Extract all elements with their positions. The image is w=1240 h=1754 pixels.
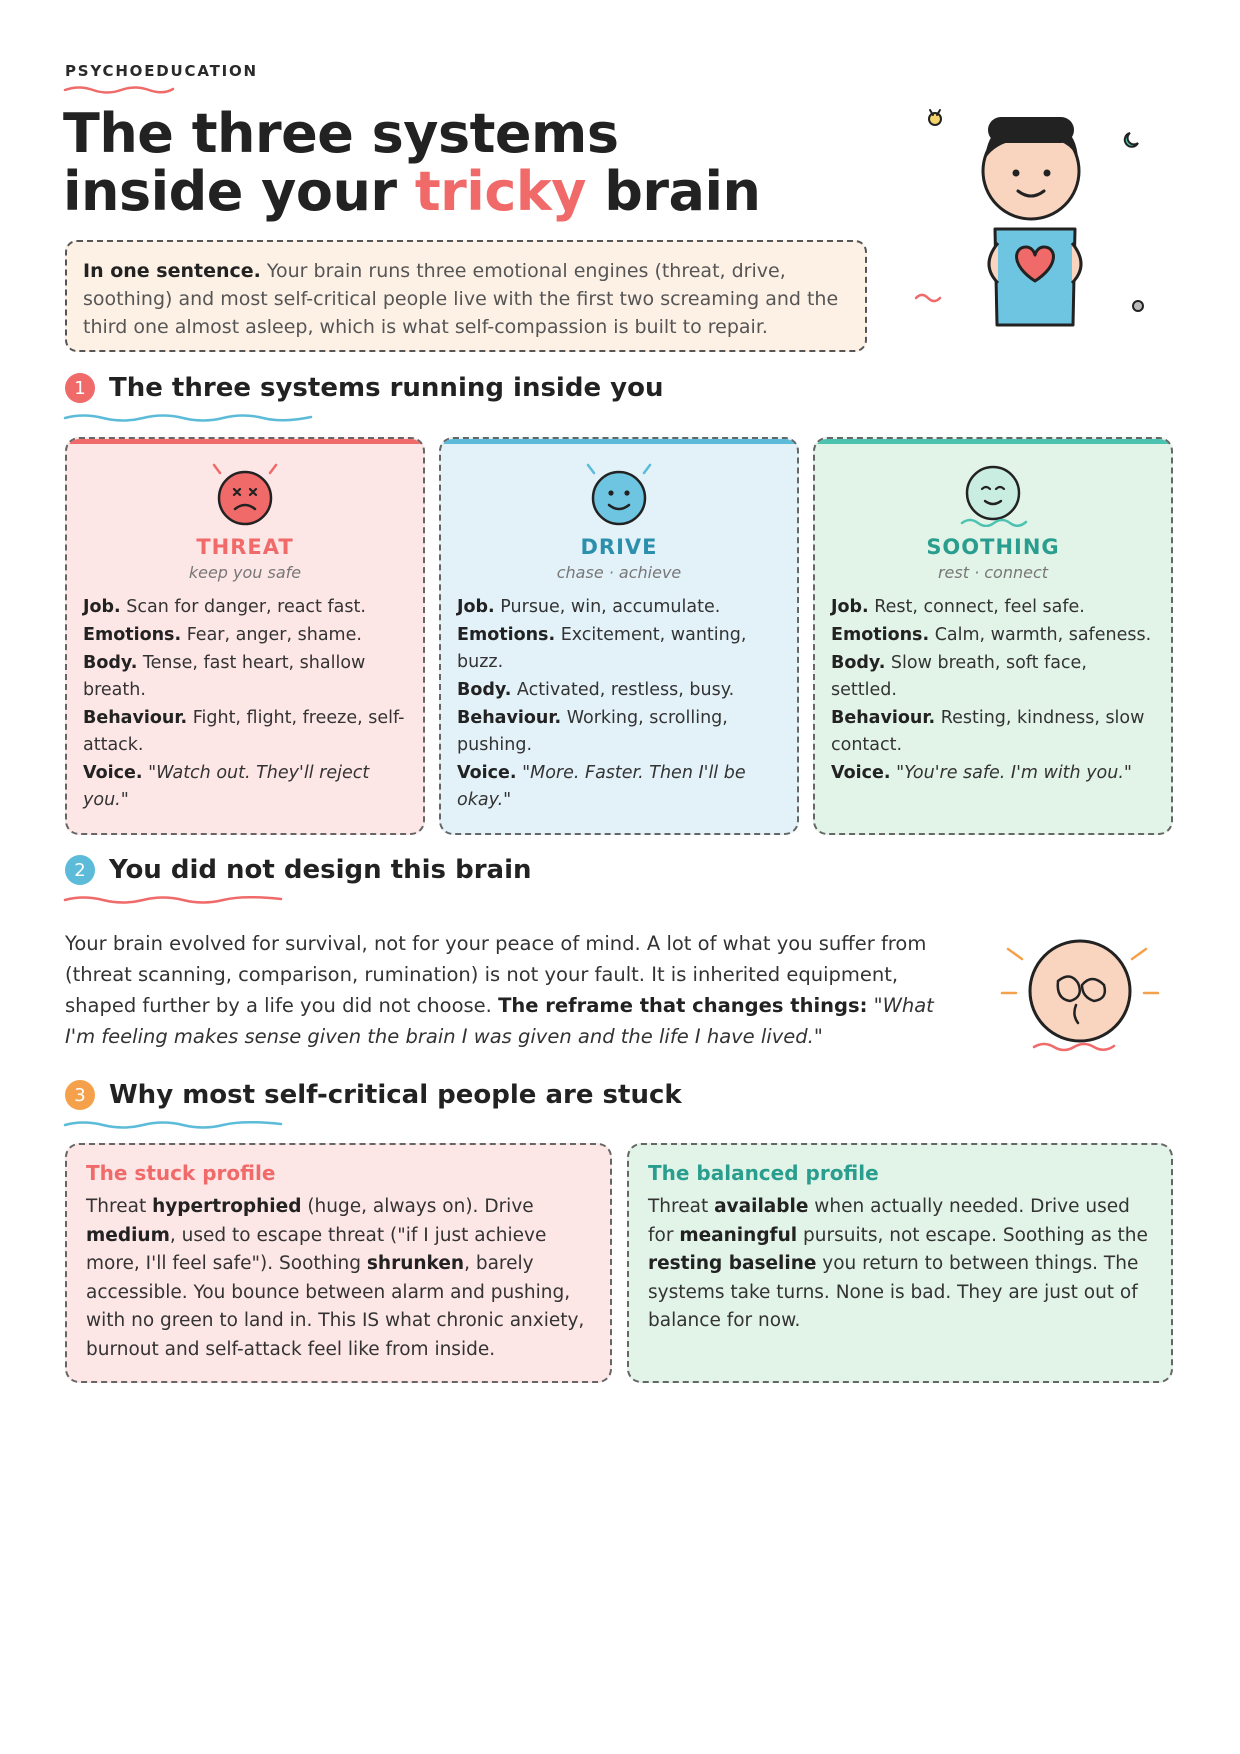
soothing-card-name: SOOTHING <box>926 535 1060 559</box>
drive-emotions <box>457 622 781 676</box>
drive-card-name: DRIVE <box>580 535 658 559</box>
voice-text: "Watch out. They'll reject you." <box>83 763 370 810</box>
job-label: Job. <box>457 597 495 617</box>
balanced-b3: resting baseline <box>648 1253 817 1274</box>
threat-voice <box>83 760 407 814</box>
drive-voice <box>457 760 781 814</box>
behaviour-label: Behaviour. <box>83 708 188 728</box>
body-label: Body. <box>83 653 138 673</box>
section-2-quote: "What I'm feeling makes sense given the brain I was given and the life I have lived." <box>65 994 934 1048</box>
balanced-t2: when actually needed. Drive used for <box>648 1196 1130 1246</box>
section-2-text: Your brain evolved for survival, not for your peace of mind. A lot of what you suffer from (threat scanning, comparison, rumination) is not your fault. It is inherited equipment, shaped further by a life you did not choose. <box>65 932 927 1017</box>
stuck-t4: , barely accessible. You bounce between alarm and pushing, with no green to land in. This IS what chronic anxiety, burnout and self-attack feel like from inside. <box>86 1253 585 1360</box>
body-text: Slow breath, soft face, settled. <box>831 653 1087 700</box>
drive-card-topbar <box>439 437 799 444</box>
behaviour-text: Working, scrolling, pushing. <box>457 708 728 755</box>
body-text: Tense, fast heart, shallow breath. <box>83 653 366 700</box>
threat-card-name: THREAT <box>196 535 294 559</box>
stuck-t3: , used to escape threat ("if I just achieve more, I'll feel safe"). Soothing <box>86 1224 547 1274</box>
stuck-b1: hypertrophied <box>152 1196 302 1217</box>
stuck-profile-title: The stuck profile <box>86 1161 276 1185</box>
brain-head-icon <box>1000 935 1160 1055</box>
soothing-card-topbar <box>813 437 1173 444</box>
section-2-reframe-label: The reframe that changes things: <box>498 994 868 1017</box>
soothing-job <box>831 594 1155 621</box>
emotions-text: Excitement, wanting, buzz. <box>457 625 747 672</box>
section-3-title: Why most self-critical people are stuck <box>109 1080 682 1110</box>
title-pre: inside your <box>63 160 415 223</box>
emotions-text: Fear, anger, shame. <box>181 625 362 645</box>
section-3-number: 3 <box>65 1080 95 1110</box>
job-text: Rest, connect, feel safe. <box>868 597 1085 617</box>
stuck-profile-text <box>86 1193 591 1364</box>
voice-text: "More. Faster. Then I'll be okay." <box>457 763 746 810</box>
drive-job <box>457 594 781 621</box>
behaviour-label: Behaviour. <box>831 708 936 728</box>
balanced-b2: meaningful <box>679 1224 798 1246</box>
behaviour-label: Behaviour. <box>457 708 562 728</box>
section-2-title: You did not design this brain <box>109 855 532 885</box>
balanced-t3: pursuits, not escape. Soothing as the <box>797 1224 1148 1246</box>
section-2-heading <box>65 855 532 885</box>
summary-box <box>65 240 867 352</box>
emotions-label: Emotions. <box>831 625 930 645</box>
job-text: Pursue, win, accumulate. <box>494 597 721 617</box>
section-3-underline <box>63 1119 283 1131</box>
emotions-text: Calm, warmth, safeness. <box>929 625 1152 645</box>
voice-label: Voice. <box>831 763 891 783</box>
voice-label: Voice. <box>83 763 143 783</box>
person-holding-heart-illustration <box>910 95 1150 335</box>
threat-face-icon <box>208 461 282 527</box>
soothing-voice <box>831 760 1155 787</box>
drive-card <box>439 437 799 835</box>
body-label: Body. <box>831 653 886 673</box>
stuck-profile-card <box>65 1143 612 1383</box>
body-label: Body. <box>457 680 512 700</box>
balanced-b1: available <box>714 1196 809 1217</box>
threat-body <box>83 650 407 704</box>
section-2-paragraph <box>65 928 955 1052</box>
voice-label: Voice. <box>457 763 517 783</box>
drive-body <box>457 677 781 704</box>
behaviour-text: Fight, flight, freeze, self-attack. <box>83 708 405 755</box>
balanced-profile-text <box>648 1193 1152 1336</box>
threat-card-subtitle: keep you safe <box>188 563 302 582</box>
eyebrow-label: PSYCHOEDUCATION <box>65 62 258 80</box>
stuck-t2: (huge, always on). Drive <box>301 1196 534 1217</box>
summary-text: Your brain runs three emotional engines (threat, drive, soothing) and most self-critical people live with the first two screaming and the third one almost asleep, which is what self-compassion is built to repair. <box>83 260 839 338</box>
section-2-underline <box>63 894 283 906</box>
emotions-label: Emotions. <box>457 625 556 645</box>
soothing-body <box>831 650 1155 704</box>
voice-text: "You're safe. I'm with you." <box>896 763 1132 783</box>
behaviour-text: Resting, kindness, slow contact. <box>831 708 1145 755</box>
soothing-emotions <box>831 622 1155 649</box>
job-label: Job. <box>83 597 121 617</box>
section-1-underline <box>63 412 313 424</box>
section-3-heading <box>65 1080 682 1110</box>
section-1-number: 1 <box>65 373 95 403</box>
threat-emotions <box>83 622 407 649</box>
title-line-2 <box>63 160 761 223</box>
eyebrow-underline <box>63 84 175 94</box>
drive-face-icon <box>582 461 656 527</box>
summary-lead: In one sentence. <box>83 260 261 282</box>
drive-card-subtitle: chase · achieve <box>556 563 682 582</box>
stuck-b3: shrunken <box>366 1253 465 1274</box>
section-1-title: The three systems running inside you <box>109 373 664 403</box>
threat-card-topbar <box>65 437 425 444</box>
threat-behaviour <box>83 705 407 759</box>
body-text: Activated, restless, busy. <box>511 680 735 700</box>
stuck-t1: Threat <box>86 1196 153 1217</box>
title-post: brain <box>585 160 761 223</box>
balanced-profile-card <box>627 1143 1173 1383</box>
page-title <box>63 102 761 223</box>
drive-behaviour <box>457 705 781 759</box>
balanced-profile-title: The balanced profile <box>648 1161 879 1185</box>
section-1-heading <box>65 373 663 403</box>
balanced-t4: you return to between things. The systems take turns. None is bad. They are just out of balance for now. <box>648 1253 1139 1331</box>
title-accent-word: tricky <box>414 160 586 223</box>
job-text: Scan for danger, react fast. <box>120 597 366 617</box>
soothing-card <box>813 437 1173 835</box>
balanced-t1: Threat <box>648 1196 715 1217</box>
title-line-1: The three systems <box>63 102 619 165</box>
threat-card <box>65 437 425 835</box>
stuck-b2: medium <box>86 1224 170 1246</box>
section-2-number: 2 <box>65 855 95 885</box>
threat-job <box>83 594 407 621</box>
soothing-card-subtitle: rest · connect <box>937 563 1049 582</box>
soothing-behaviour <box>831 705 1155 759</box>
soothing-face-icon <box>956 461 1030 527</box>
emotions-label: Emotions. <box>83 625 182 645</box>
job-label: Job. <box>831 597 869 617</box>
